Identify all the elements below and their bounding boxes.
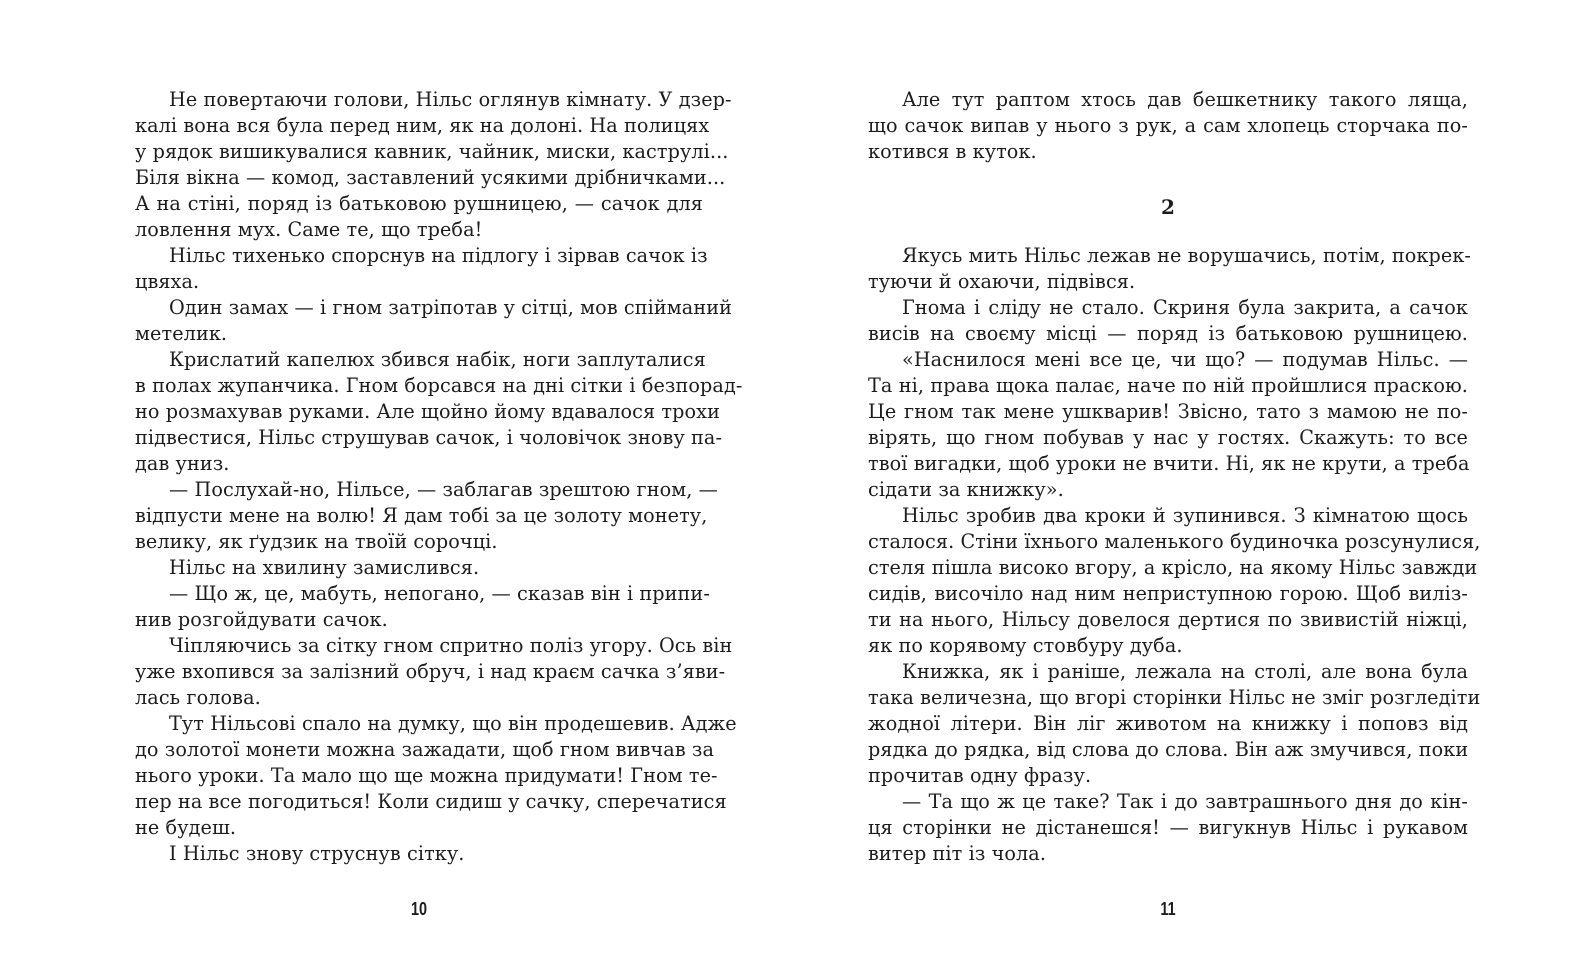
left-page [135, 0, 743, 965]
text-line: Книжка, як і раніше, лежала на столі, але вона була [902, 660, 1468, 683]
text-line: в полах жупанчика. Гном борсався на дні сітки і безпорад- [135, 374, 743, 397]
text-line: Нільс зробив два кроки й зупинився. З кімнатою щось [902, 504, 1468, 527]
text-line: рядка до рядка, від слова до слова. Він аж змучився, поки [868, 738, 1469, 761]
text-line: нього уроки. Та мало що ще можна придумати! Гном те- [135, 764, 718, 787]
text-line: пер на все погодиться! Коли сидиш у сачку, сперечатися [135, 790, 727, 813]
text-line: велику, як ґудзик на твоїй сорочці. [135, 530, 498, 553]
text-line: лась голова. [135, 686, 261, 709]
text-line: прочитав одну фразу. [868, 764, 1092, 787]
text-line: Але тут раптом хтось дав бешкетнику такого ляща, [902, 88, 1468, 111]
text-line: Один замах — і гном затріпотав у сітці, мов спійманий [169, 296, 733, 319]
text-line: Це гном так мене ушкварив! Звісно, тато з мамою не по- [868, 400, 1468, 423]
text-line: жодної літери. Він ліг животом на книжку і поповз від [868, 712, 1468, 735]
text-line: як по корявому стовбуру дуба. [868, 634, 1183, 657]
text-line: — Послухай-но, Нільсе, — заблагав зрештою гном, — [169, 478, 718, 501]
text-line: — Та що ж це таке? Так і до завтрашнього дня до кін- [902, 790, 1468, 813]
text-line: нив розгойдувати сачок. [135, 608, 388, 631]
text-line: но розмахував руками. Але щойно йому вдавалося трохи [135, 400, 720, 423]
text-line: відпусти мене на волю! Я дам тобі за це золоту монету, [135, 504, 708, 527]
text-line: Нільс на хвилину замислився. [169, 556, 480, 579]
page-number-right: 11 [1160, 899, 1176, 919]
text-line: ловлення мух. Саме те, що треба! [135, 218, 483, 241]
text-line: Тут Нільсові спало на думку, що він продешевив. Адже [169, 712, 737, 735]
right-page [868, 0, 1481, 965]
text-line: котився в куток. [868, 140, 1037, 163]
text-line: сидів, височіло над ним неприступною горою. Щоб вилiз- [868, 582, 1468, 605]
text-line: Та ні, права щока палає, наче по ній пройшлися праскою. [868, 374, 1468, 397]
text-line: «Наснилося мені все це, чи що? — подумав Нільс. — [902, 348, 1468, 371]
text-line: — Що ж, це, мабуть, непогано, — сказав він і припи- [169, 582, 710, 605]
text-line: Якусь мить Нільс лежав не ворушачись, потім, покрек- [902, 244, 1472, 267]
text-line: Нільс тихенько спорснув на підлогу і зірвав сачок із [169, 244, 708, 267]
text-line: до золотої монети можна зажадати, щоб гном вивчав за [135, 738, 715, 761]
text-line: дав униз. [135, 452, 230, 475]
text-line: підвестися, Нільс струшував сачок, і чоловічок знову па- [135, 426, 723, 449]
text-line: цвяха. [135, 270, 200, 293]
text-line: стеля пішла високо вгору, а крісло, на якому Нільс завжди [868, 556, 1478, 579]
text-line: витер піт із чола. [868, 842, 1047, 865]
text-line: ця сторінки не дістанешся! — вигукнув Нільс і рукавом [868, 816, 1468, 839]
text-line: вірять, що гном побував у нас у гостях. Скажуть: то все [868, 426, 1468, 449]
text-line: туючи й охаючи, підвівся. [868, 270, 1136, 293]
text-line: у рядок вишикувалися кавник, чайник, миски, каструлі... [135, 140, 729, 163]
text-line: твої вигадки, щоб уроки не вчити. Ні, як не крути, а треба [868, 452, 1470, 475]
chapter-heading: 2 [1161, 195, 1175, 219]
text-line: уже вхопився за залізний обруч, і над краєм сачка з’яви- [135, 660, 726, 683]
text-line: А на стіні, поряд із батьковою рушницею, — сачок для [135, 192, 703, 215]
text-line: Крислатий капелюх збився набік, ноги заплуталися [169, 348, 706, 371]
text-line: сідати за книжку». [868, 478, 1064, 501]
text-line: що сачок випав у нього з рук, а сам хлопець сторчака по- [868, 114, 1468, 137]
text-line: І Нільс знову струснув сітку. [169, 842, 465, 865]
text-line: Біля вікна — комод, заставлений усякими дрібничками... [135, 166, 726, 189]
text-line: Гнома і сліду не стало. Скриня була закрита, а сачок [902, 296, 1468, 319]
text-line: метелик. [135, 322, 228, 345]
text-line: Не повертаючи голови, Нільс оглянув кімнату. У дзер- [169, 88, 732, 111]
text-line: ти на нього, Нільсу довелося дертися по звивистій ніжці, [868, 608, 1468, 631]
text-line: не будеш. [135, 816, 237, 839]
text-line: сталося. Стіни їхнього маленького будиночка розсунулися, [868, 530, 1481, 553]
text-line: така величезна, що вгорі сторінки Нільс не зміг розгледіти [868, 686, 1481, 709]
text-line: висів на своєму місці — поряд із батьковою рушницею. [868, 322, 1468, 345]
page-number-left: 10 [410, 899, 428, 919]
text-line: калі вона вся була перед ним, як на долоні. На полицях [135, 114, 710, 137]
text-line: Чіпляючись за сітку гном спритно поліз угору. Ось він [169, 634, 733, 657]
